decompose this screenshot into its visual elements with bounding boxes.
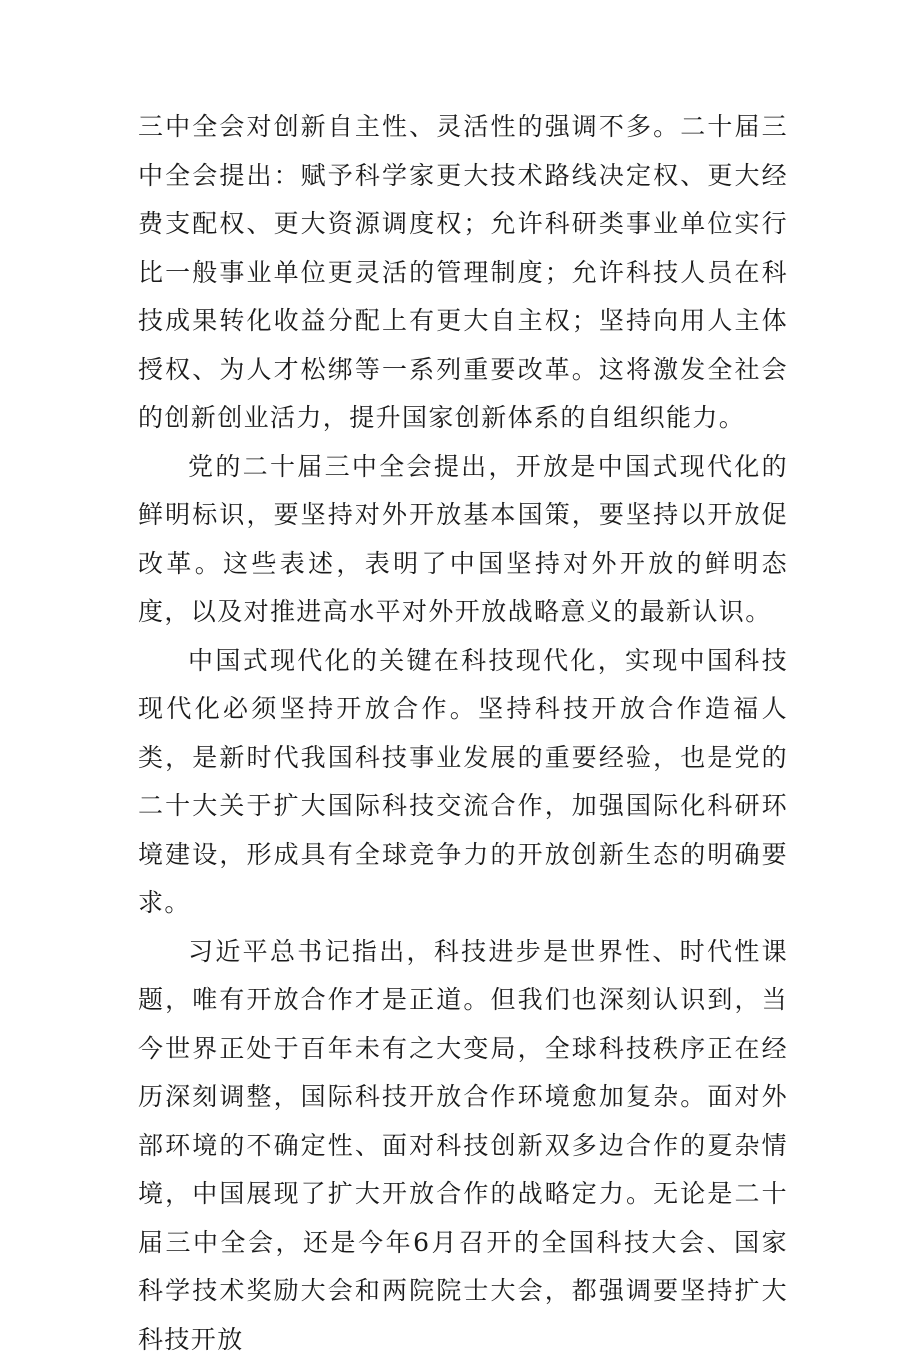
paragraph-1: 三中全会对创新自主性、灵活性的强调不多。二十届三中全会提出：赋予科学家更大技术路线决定权、更大经费支配权、更大资源调度权；允许科研类事业单位实行比一般事业单位更灵活的管理制度；允许科技人员在科技成果转化收益分配上有更大自主权；坚持向用人主体授权、为人才松绑等一系列重要改革。这将激发全社会的创新创业活力，提升国家创新体系的自组织能力。 [138, 103, 788, 443]
paragraph-3: 中国式现代化的关键在科技现代化，实现中国科技现代化必须坚持开放合作。坚持科技开放合作造福人类，是新时代我国科技事业发展的重要经验，也是党的二十大关于扩大国际科技交流合作，加强国际化科研环境建设，形成具有全球竞争力的开放创新生态的明确要求。 [138, 637, 788, 928]
paragraph-4: 习近平总书记指出，科技进步是世界性、时代性课题，唯有开放合作才是正道。但我们也深刻认识到，当今世界正处于百年未有之大变局，全球科技秩序正在经历深刻调整，国际科技开放合作环境愈加复杂。面对外部环境的不确定性、面对科技创新双多边合作的夏杂情境，中国展现了扩大开放合作的战略定力。无论是二十届三中全会，还是今年6月召开的全国科技大会、国家科学技术奖励大会和两院院士大会，都强调要坚持扩大科技开放 [138, 928, 788, 1364]
paragraph-2: 党的二十届三中全会提出，开放是中国式现代化的鲜明标识，要坚持对外开放基本国策，要坚持以开放促改革。这些表述，表明了中国坚持对外开放的鲜明态度，以及对推进高水平对外开放战略意义的最新认识。 [138, 443, 788, 637]
document-body [138, 103, 788, 1364]
